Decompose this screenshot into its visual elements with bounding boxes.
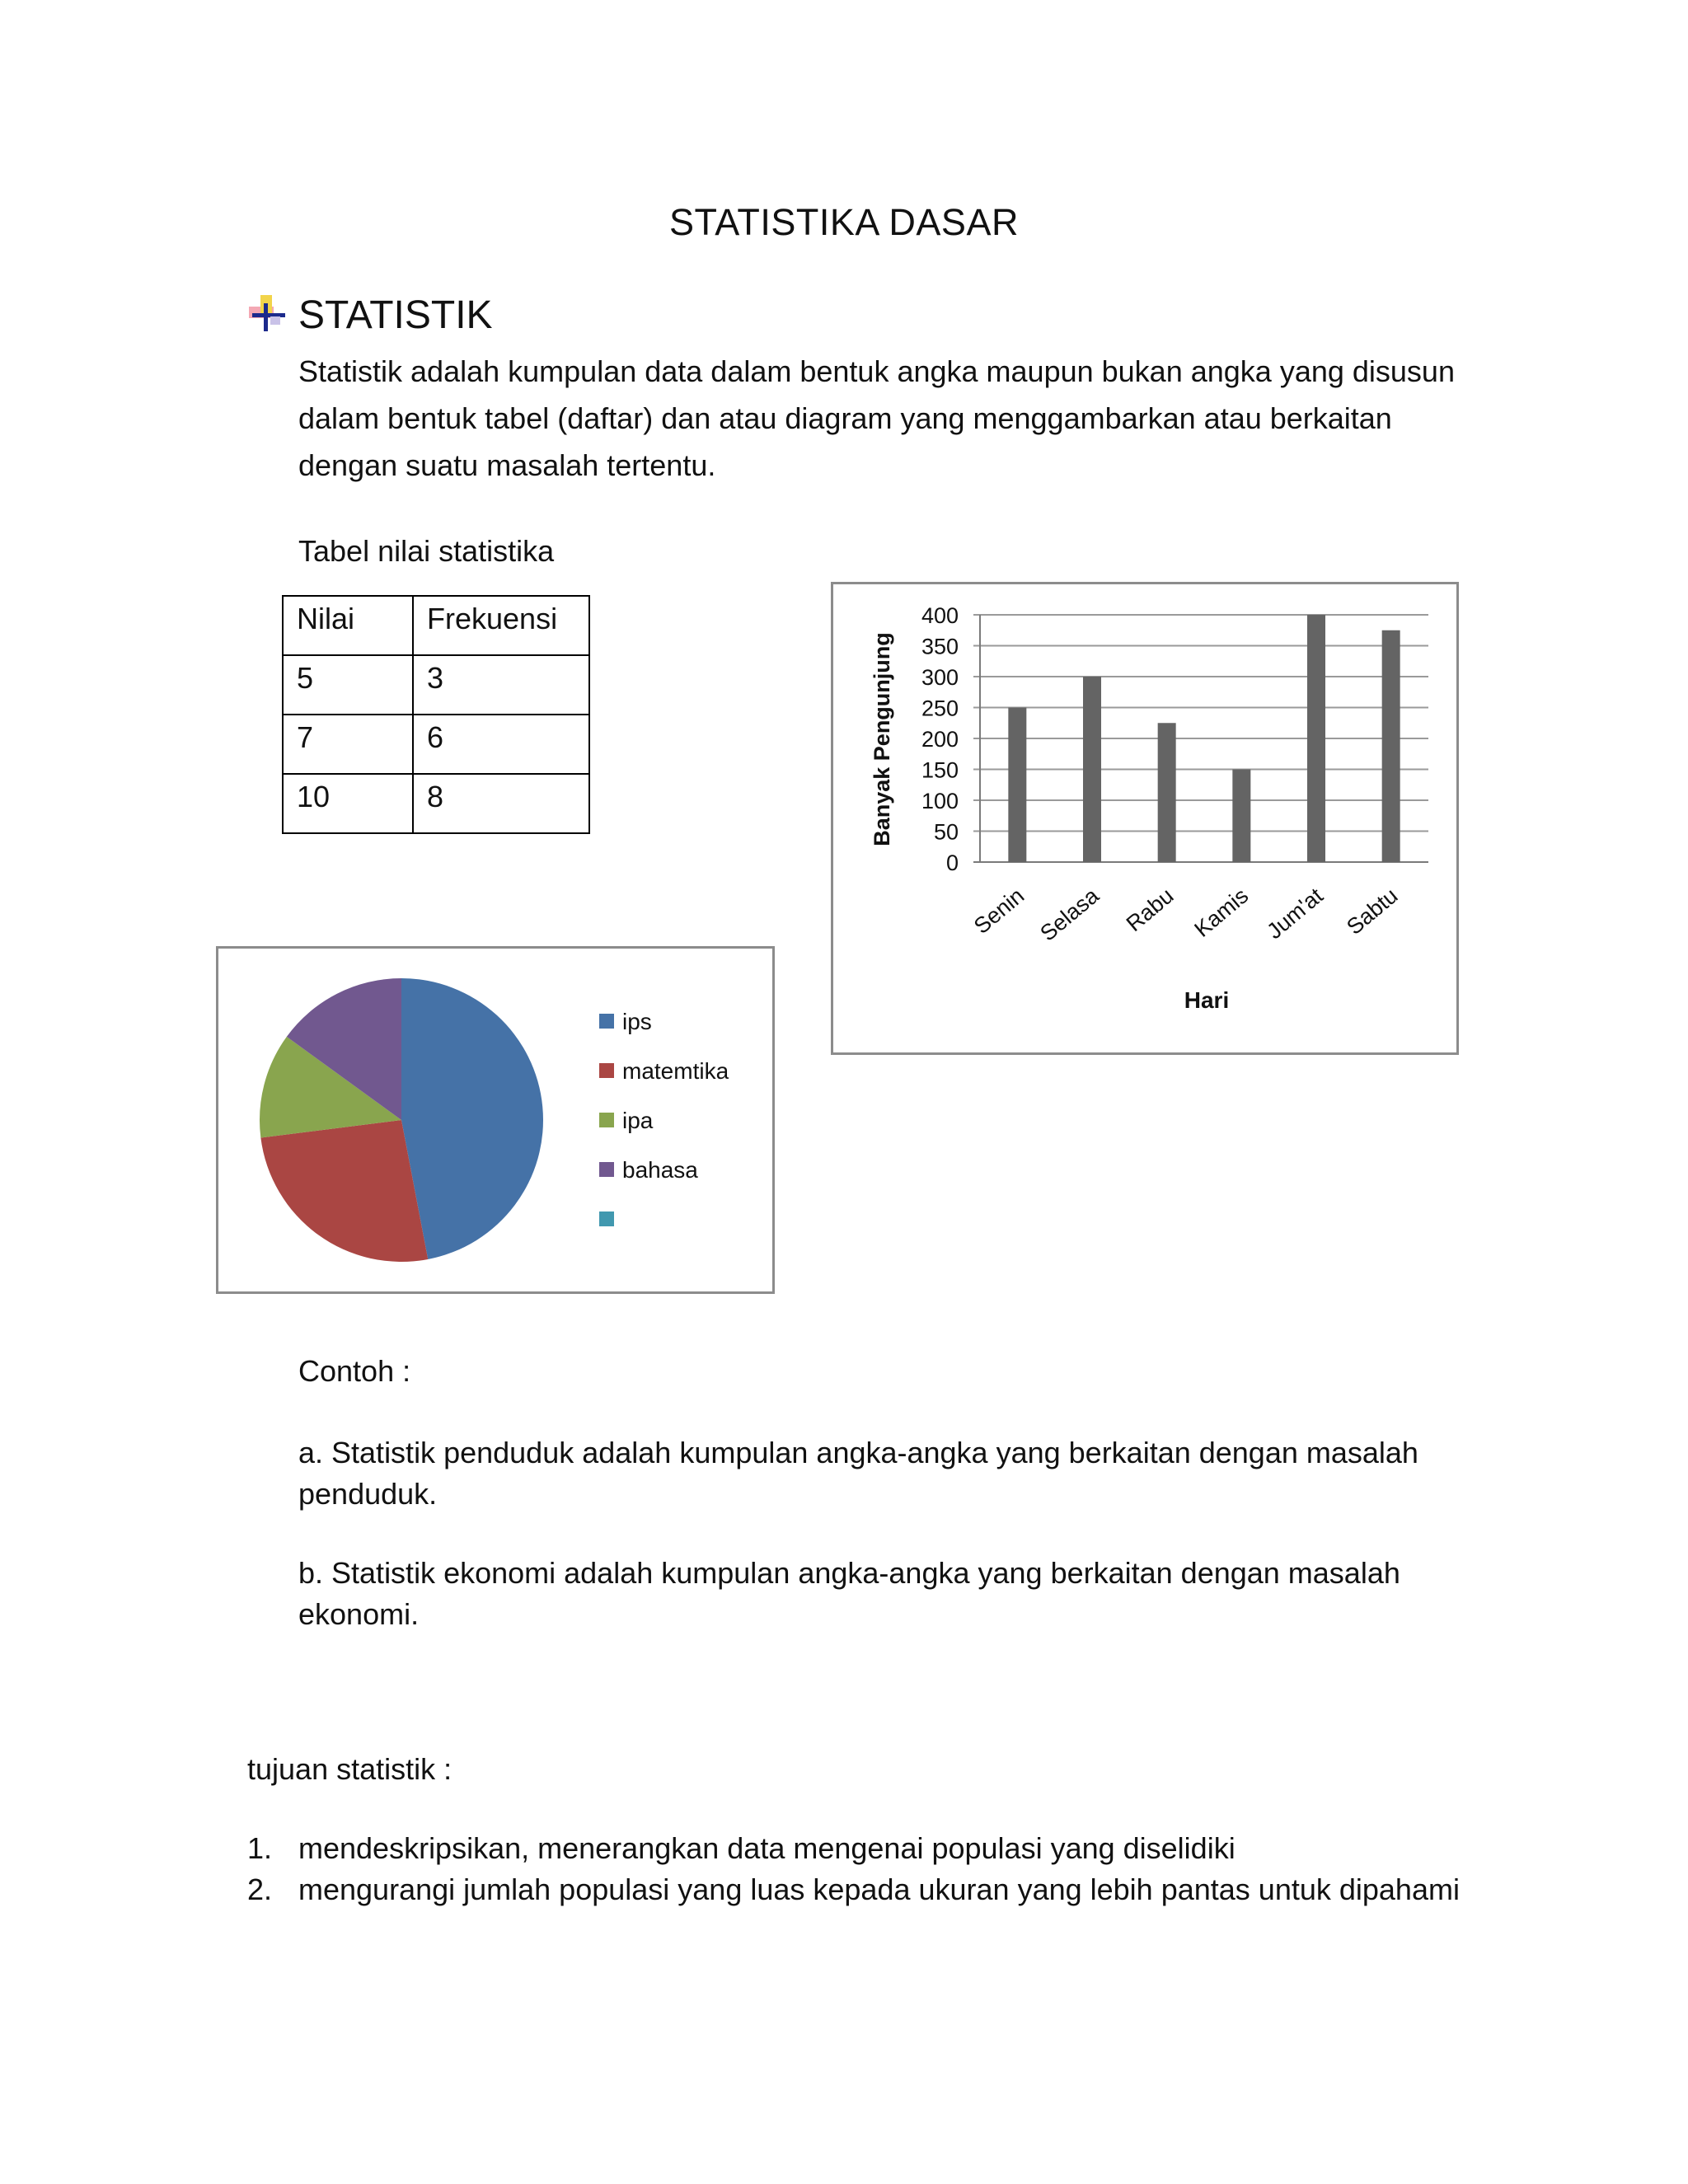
bar — [1232, 770, 1250, 863]
pie-chart — [218, 949, 772, 1291]
legend-label: ips — [622, 1009, 652, 1034]
example-b: b. Statistik ekonomi adalah kumpulan angka-angka yang berkaitan dengan masalah ekonomi. — [298, 1556, 1400, 1631]
y-tick-label: 300 — [921, 665, 959, 690]
pie-slice — [401, 978, 543, 1259]
x-tick-label: Selasa — [1035, 883, 1104, 946]
y-tick-label: 0 — [945, 851, 959, 875]
table-cell: 7 — [283, 715, 413, 774]
document-title: STATISTIKA DASAR — [669, 201, 1019, 243]
legend-swatch — [599, 1212, 614, 1226]
x-tick-label: Sabtu — [1342, 883, 1403, 940]
bullet-icon — [247, 293, 287, 333]
pie-chart-frame — [216, 946, 775, 1294]
legend-label: matemtika — [622, 1058, 729, 1084]
bar — [1382, 630, 1400, 862]
y-tick-label: 200 — [921, 727, 959, 752]
legend-swatch — [599, 1162, 614, 1177]
bar — [1008, 708, 1026, 863]
y-tick-label: 100 — [921, 789, 959, 813]
table-row — [283, 774, 589, 833]
x-tick-label: Rabu — [1121, 883, 1179, 937]
y-tick-label: 150 — [921, 757, 959, 783]
table-cell: 10 — [283, 774, 413, 833]
y-tick-label: 50 — [933, 819, 959, 845]
x-axis-label: Hari — [1184, 987, 1230, 1013]
table-cell: 6 — [413, 715, 589, 774]
example-a: a. Statistik penduduk adalah kumpulan angka-angka yang berkaitan dengan masalah penduduk. — [298, 1436, 1418, 1511]
bar — [1158, 723, 1176, 862]
x-tick-label: Senin — [969, 883, 1029, 939]
table-header-cell: Frekuensi — [413, 596, 589, 655]
pie-slice — [260, 1120, 428, 1262]
bar — [1083, 677, 1101, 862]
table-header-cell: Nilai — [283, 596, 413, 655]
intro-paragraph: Statistik adalah kumpulan data dalam bentuk angka maupun bukan angka yang disusun dalam bentuk tabel (daftar) dan atau diagram yang menggambarkan atau berkaitan dengan suatu masalah tertentu. — [298, 354, 1455, 482]
list-number: 1. — [247, 1831, 273, 1865]
bar — [1307, 615, 1325, 862]
legend-swatch — [599, 1014, 614, 1029]
frequency-table — [282, 595, 590, 834]
y-tick-label: 250 — [921, 696, 959, 721]
y-tick-label: 350 — [921, 634, 959, 659]
table-row — [283, 655, 589, 715]
list-text: mendeskripsikan, menerangkan data mengenai populasi yang diselidiki — [298, 1831, 1236, 1865]
table-cell: 3 — [413, 655, 589, 715]
table-cell: 8 — [413, 774, 589, 833]
table-row — [283, 715, 589, 774]
table-caption: Tabel nilai statistika — [298, 534, 555, 568]
x-tick-label: Kamis — [1189, 883, 1254, 942]
bar-chart-frame — [831, 582, 1459, 1055]
list-number: 2. — [247, 1872, 273, 1906]
purpose-label: tujuan statistik : — [247, 1752, 452, 1786]
table-cell: 5 — [283, 655, 413, 715]
legend-label: ipa — [622, 1108, 654, 1133]
bar-chart — [833, 584, 1456, 1052]
example-label: Contoh : — [298, 1354, 411, 1388]
list-text: mengurangi jumlah populasi yang luas kepada ukuran yang lebih pantas untuk dipahami — [298, 1872, 1460, 1906]
table-header-row — [283, 596, 589, 655]
y-tick-label: 400 — [921, 603, 959, 628]
legend-label: bahasa — [622, 1157, 698, 1183]
section-title: STATISTIK — [298, 293, 493, 337]
legend-swatch — [599, 1063, 614, 1078]
legend-swatch — [599, 1113, 614, 1127]
y-axis-label: Banyak Pengunjung — [870, 632, 894, 846]
x-tick-label: Jum'at — [1262, 883, 1328, 944]
